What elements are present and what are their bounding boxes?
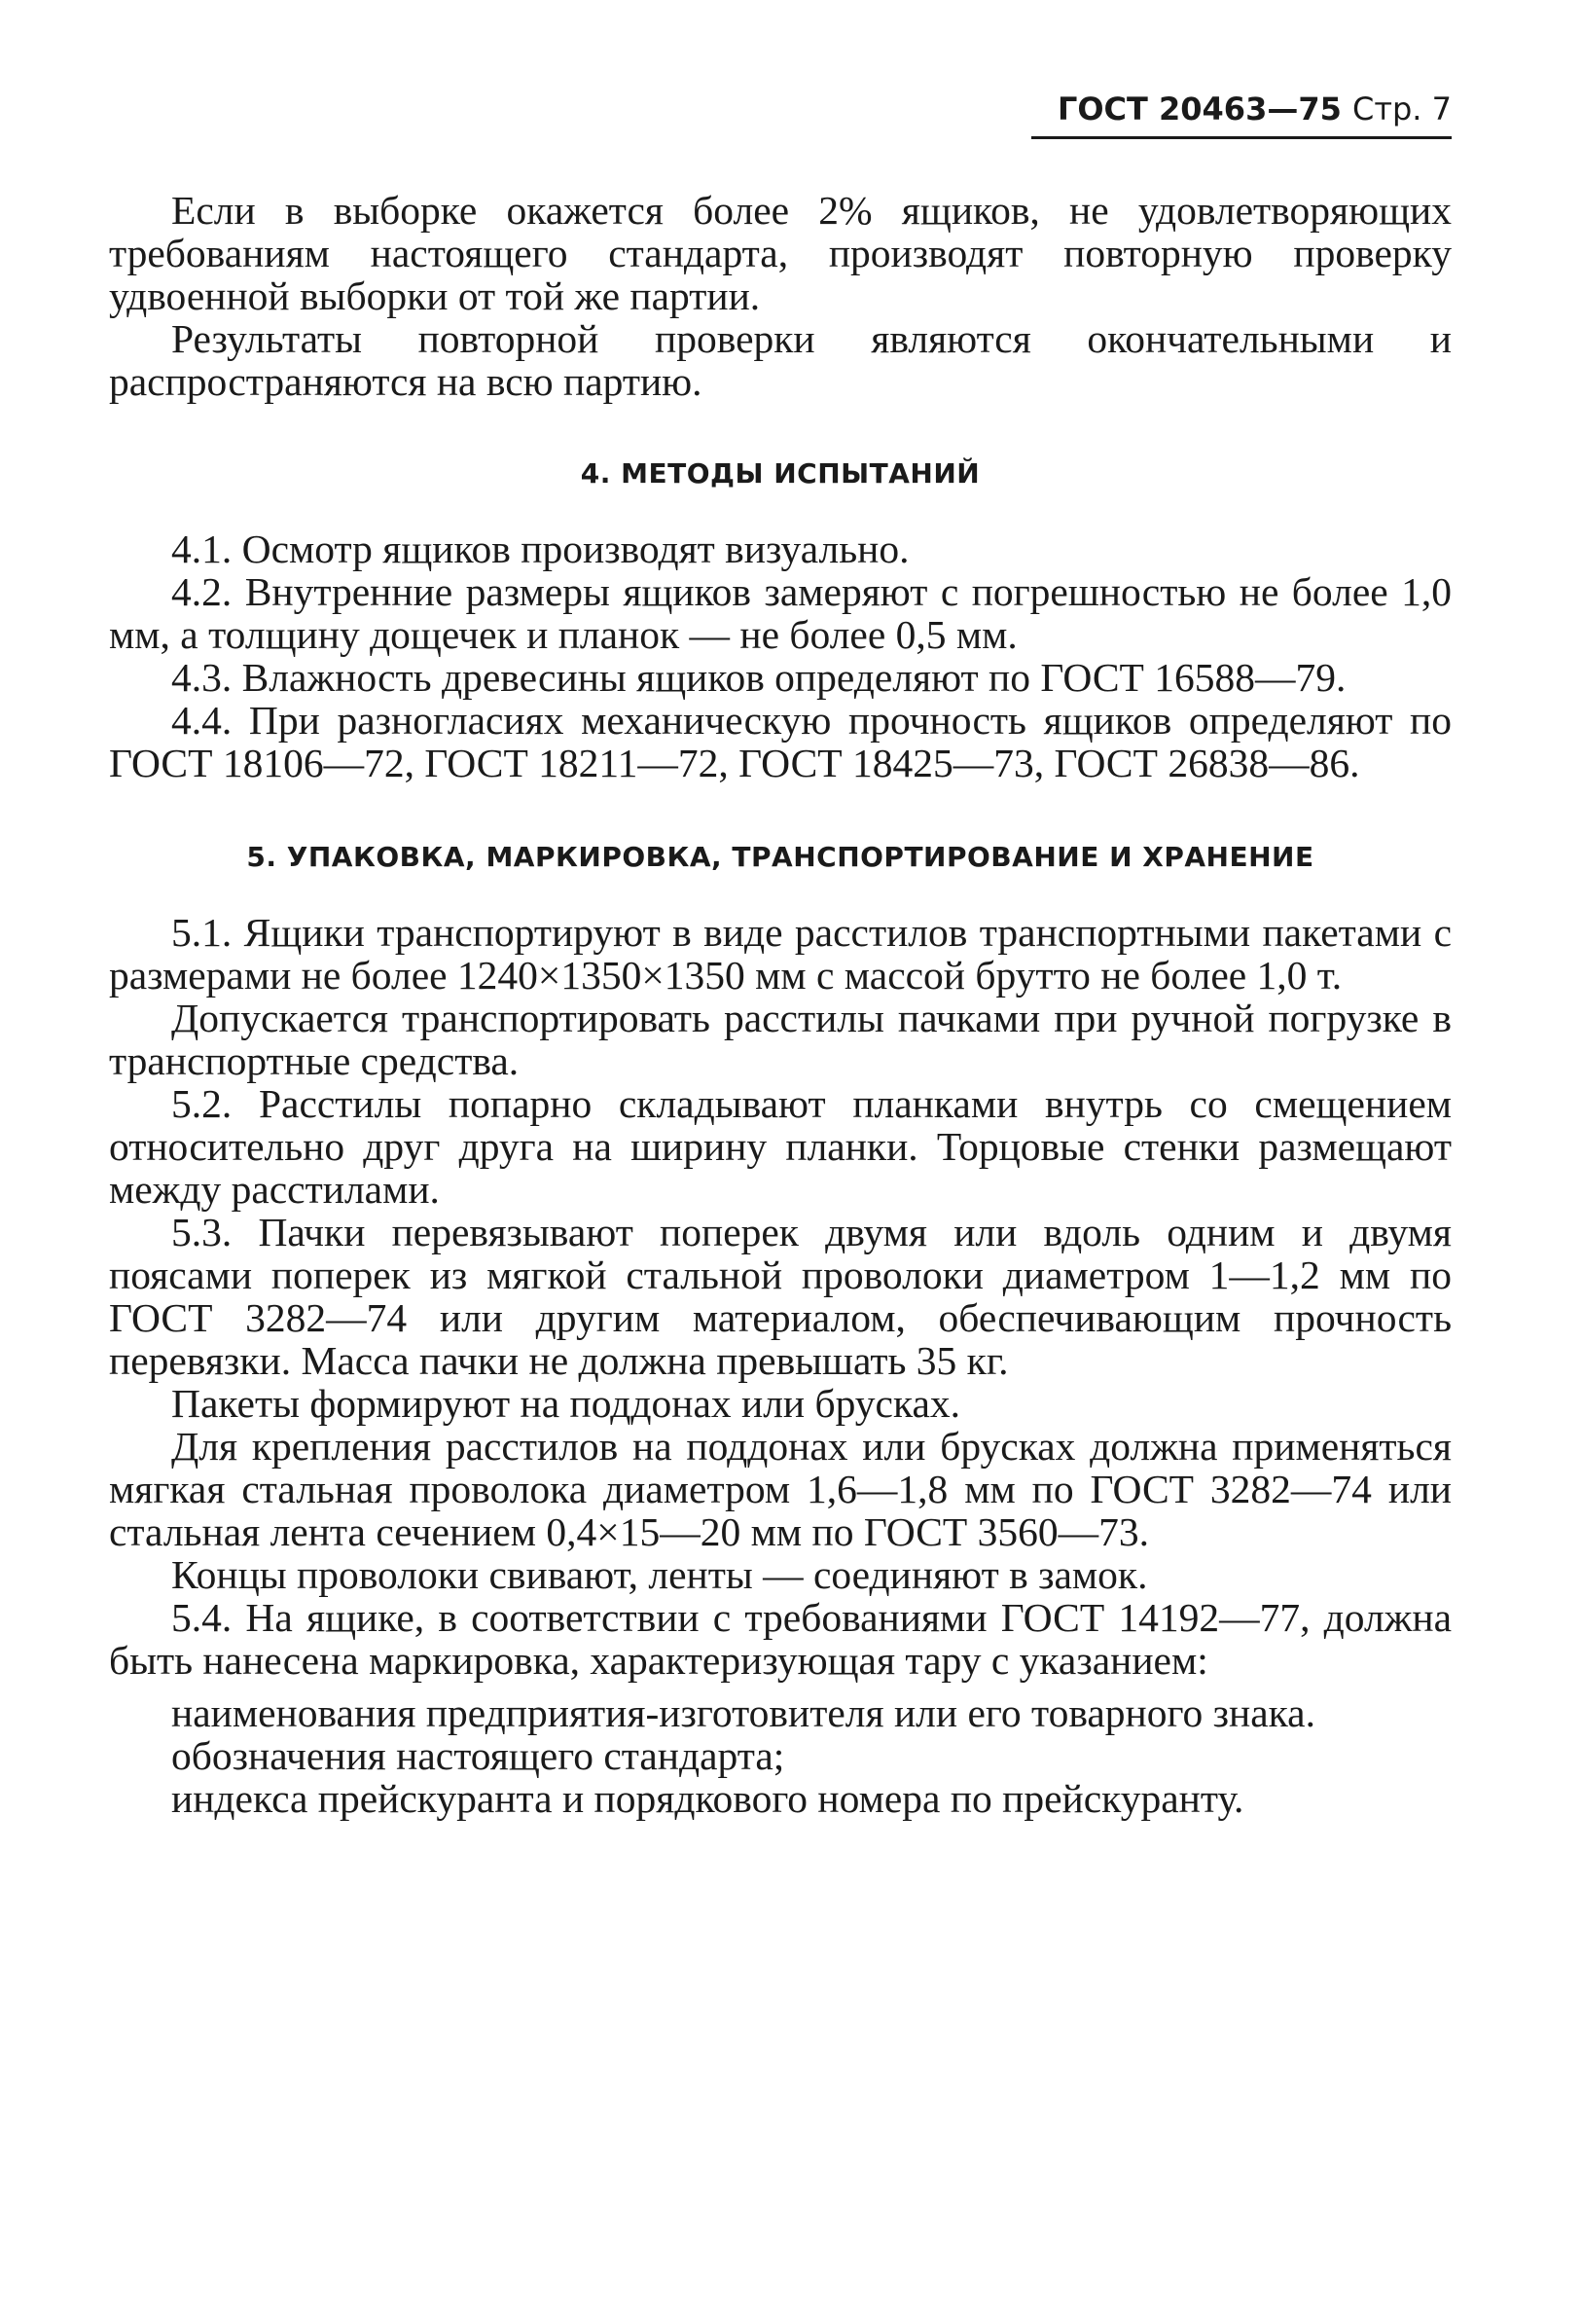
paragraph: Если в выборке окажется более 2% ящиков, не удовлетворяющих требованиям настоящего стандарта, производят повторную проверку удвоенной выборки от той же партии. — [109, 188, 1452, 318]
clause-5-4: 5.4. На ящике, в соответствии с требованиями ГОСТ 14192—77, должна быть нанесена маркировка, характеризующая тару с указанием: — [109, 1595, 1452, 1683]
header-page-number: Стр. 7 — [1352, 91, 1452, 127]
clause-4-2: 4.2. Внутренние размеры ящиков замеряют с погрешностью не более 1,0 мм, а толщину дощечек и планок — не более 0,5 мм. — [109, 569, 1452, 657]
clause-4-3: 4.3. Влажность древесины ящиков определяют по ГОСТ 16588—79. — [171, 655, 1347, 700]
paragraph: Допускается транспортировать расстилы пачками при ручной погрузке в транспортные средства. — [109, 996, 1452, 1083]
paragraph: Пакеты формируют на поддонах или брусках. — [171, 1381, 961, 1426]
list-item: индекса прейскуранта и порядкового номера по прейскуранту. — [171, 1776, 1244, 1821]
clause-5-2: 5.2. Расстилы попарно складывают планками внутрь со смещением относительно друг друга на ширину планки. Торцовые стенки размещают между расстилами. — [109, 1081, 1452, 1212]
clause-5-1: 5.1. Ящики транспортируют в виде расстилов транспортными пакетами с размерами не более 1240×1350×1350 мм с массой брутто не более 1,0 т. — [109, 910, 1452, 998]
section-4-heading: 4. МЕТОДЫ ИСПЫТАНИЙ — [580, 457, 981, 490]
list-item: обозначения настоящего стандарта; — [171, 1733, 785, 1778]
header-rule — [1031, 136, 1452, 139]
section-5-heading: 5. УПАКОВКА, МАРКИРОВКА, ТРАНСПОРТИРОВАНИЕ И ХРАНЕНИЕ — [246, 841, 1314, 873]
list-item: наименования предприятия-изготовителя или его товарного знака. — [171, 1690, 1315, 1735]
paragraph: Для крепления расстилов на поддонах или брусках должна применяться мягкая стальная проволока диаметром 1,6—1,8 мм по ГОСТ 3282—74 или стальная лента сечением 0,4×15—20 мм по ГОСТ 3560—73. — [109, 1424, 1452, 1554]
clause-4-4: 4.4. При разногласиях механическую прочность ящиков определяют по ГОСТ 18106—72, ГОСТ 18211—72, ГОСТ 18425—73, ГОСТ 26838—86. — [109, 698, 1452, 785]
header-doc-number: ГОСТ 20463—75 — [1057, 91, 1342, 127]
paragraph: Результаты повторной проверки являются окончательными и распространяются на всю партию. — [109, 316, 1452, 404]
page-body — [109, 189, 1452, 1820]
clause-5-3: 5.3. Пачки перевязывают поперек двумя или вдоль одним и двумя поясами поперек из мягкой стальной проволоки диаметром 1—1,2 мм по ГОСТ 3282—74 или другим материалом, обеспечивающим прочность перевязки. Масса пачки не должна превышать 35 кг. — [109, 1210, 1452, 1383]
page-header — [1031, 90, 1452, 128]
paragraph: Концы проволоки свивают, ленты — соединяют в замок. — [171, 1552, 1148, 1597]
clause-4-1: 4.1. Осмотр ящиков производят визуально. — [171, 527, 910, 571]
